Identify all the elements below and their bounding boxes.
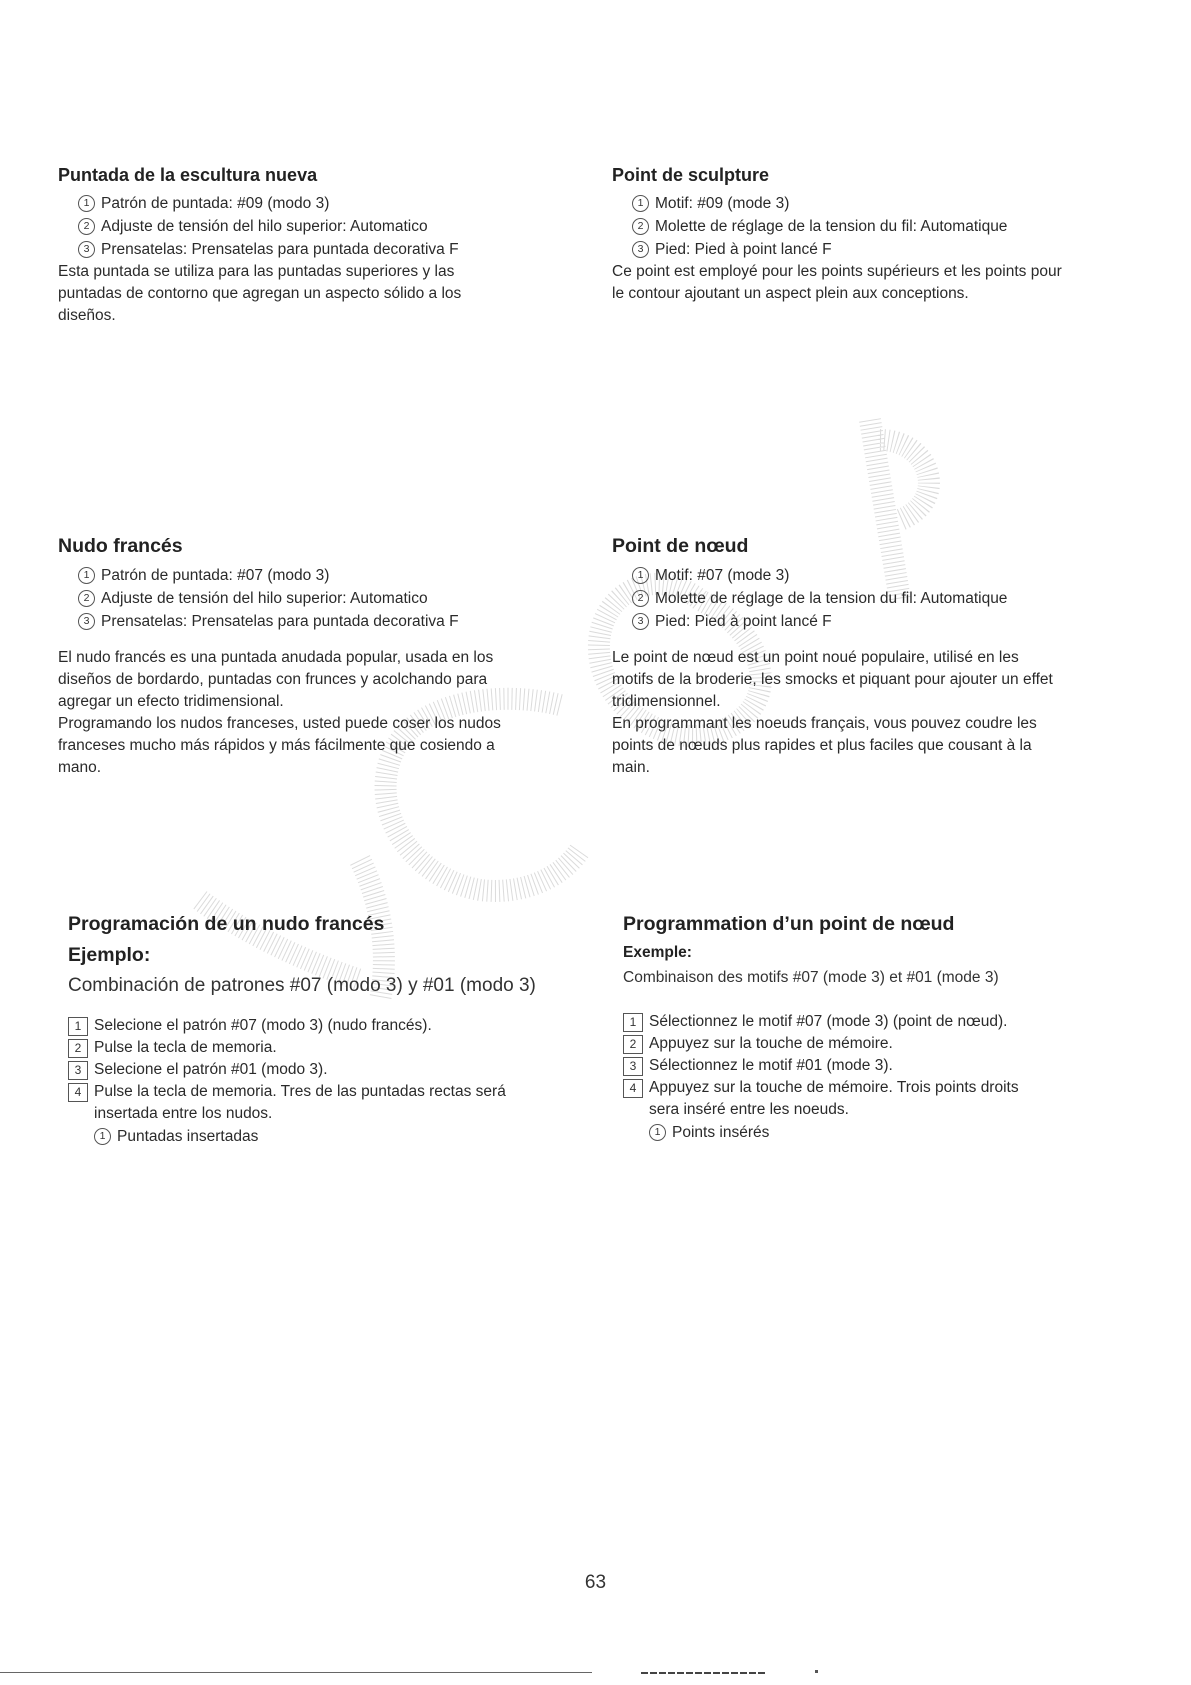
circled-number-icon: 1 <box>632 567 649 584</box>
example-label: Exemple: <box>623 944 692 961</box>
body-line: Ce point est employé pour les points supérieurs et les points pour <box>612 263 1062 280</box>
circled-number-icon: 1 <box>78 567 95 584</box>
right-section-point-de-noeud <box>612 535 1172 779</box>
step-number-icon: 2 <box>68 1039 88 1058</box>
left-section-french-knot <box>58 535 598 779</box>
step-item <box>623 1077 1173 1099</box>
step-text: Pulse la tecla de memoria. <box>94 1039 277 1056</box>
section-title: Programmation d’un point de nœud <box>623 913 955 935</box>
footer-dot <box>815 1670 818 1673</box>
circled-number-icon: 3 <box>632 613 649 630</box>
body-line: mano. <box>58 759 102 776</box>
step-number-icon: 4 <box>68 1083 88 1102</box>
right-section-programming <box>623 913 1173 1144</box>
body-line: le contour ajoutant un aspect plein aux conceptions. <box>612 285 969 302</box>
circled-number-icon: 2 <box>78 218 95 235</box>
section-title: Point de sculpture <box>612 165 770 185</box>
body-line: main. <box>612 759 650 776</box>
list-item <box>632 587 1172 610</box>
footer-dashed-rule <box>641 1672 766 1674</box>
note-text: Puntadas insertadas <box>117 1128 259 1145</box>
body-line: points de nœuds plus rapides et plus faciles que cousant à la <box>612 737 1032 754</box>
item-text: Pied: Pied à point lancé F <box>655 613 832 630</box>
body-line: En programmant les noeuds français, vous pouvez coudre les <box>612 715 1037 732</box>
step-item <box>623 1033 1173 1055</box>
step-number-icon: 1 <box>68 1017 88 1036</box>
left-section-sculpture <box>58 165 598 327</box>
note-item <box>649 1121 1173 1144</box>
circled-number-icon: 2 <box>78 590 95 607</box>
list-item <box>78 192 598 215</box>
body-line: motifs de la broderie, les smocks et piquant pour ajouter un effet <box>612 671 1053 688</box>
footer-rule <box>0 1672 592 1673</box>
left-section-programming <box>68 913 598 1148</box>
step-text: Appuyez sur la touche de mémoire. Trois points droits <box>649 1079 1019 1096</box>
list-item <box>632 238 1172 261</box>
item-text: Patrón de puntada: #09 (modo 3) <box>101 195 330 212</box>
step-text: Appuyez sur la touche de mémoire. <box>649 1035 893 1052</box>
right-section-sculpture <box>612 165 1172 305</box>
body-line: puntadas de contorno que agregan un aspecto sólido a los <box>58 285 462 302</box>
step-continuation: sera inséré entre les noeuds. <box>649 1101 849 1118</box>
list-item <box>632 610 1172 633</box>
example-text: Combinación de patrones #07 (modo 3) y #01 (modo 3) <box>68 975 536 996</box>
item-text: Adjuste de tensión del hilo superior: Automatico <box>101 218 428 235</box>
step-text: Pulse la tecla de memoria. Tres de las puntadas rectas será <box>94 1083 506 1100</box>
body-line: diseños de bordardo, puntadas con frunces y acolchando para <box>58 671 488 688</box>
step-number-icon: 2 <box>623 1035 643 1054</box>
item-text: Prensatelas: Prensatelas para puntada decorativa F <box>101 241 459 258</box>
body-line: Esta puntada se utiliza para las puntadas superiores y las <box>58 263 455 280</box>
list-item <box>78 587 598 610</box>
circled-number-icon: 2 <box>632 590 649 607</box>
item-text: Pied: Pied à point lancé F <box>655 241 832 258</box>
body-line: El nudo francés es una puntada anudada popular, usada en los <box>58 649 494 666</box>
item-text: Adjuste de tensión del hilo superior: Automatico <box>101 590 428 607</box>
step-number-icon: 4 <box>623 1079 643 1098</box>
circled-number-icon: 3 <box>632 241 649 258</box>
step-item <box>68 1059 598 1081</box>
item-text: Molette de réglage de la tension du fil: Automatique <box>655 590 1008 607</box>
circled-number-icon: 1 <box>632 195 649 212</box>
body-line: franceses mucho más rápidos y más fácilmente que cosiendo a <box>58 737 495 754</box>
step-text: Selecione el patrón #07 (modo 3) (nudo francés). <box>94 1017 432 1034</box>
list-item <box>78 238 598 261</box>
body-line: Programando los nudos franceses, usted puede coser los nudos <box>58 715 501 732</box>
list-item <box>632 564 1172 587</box>
circled-number-icon: 1 <box>94 1128 111 1145</box>
list-item <box>78 610 598 633</box>
step-continuation: insertada entre los nudos. <box>94 1105 273 1122</box>
item-text: Motif: #09 (mode 3) <box>655 195 790 212</box>
page-number: 63 <box>584 1572 607 1593</box>
step-number-icon: 3 <box>623 1057 643 1076</box>
step-text: Sélectionnez le motif #07 (mode 3) (point de nœud). <box>649 1013 1008 1030</box>
circled-number-icon: 3 <box>78 241 95 258</box>
item-text: Patrón de puntada: #07 (modo 3) <box>101 567 330 584</box>
step-text: Selecione el patrón #01 (modo 3). <box>94 1061 328 1078</box>
step-number-icon: 1 <box>623 1013 643 1032</box>
step-number-icon: 3 <box>68 1061 88 1080</box>
item-text: Motif: #07 (mode 3) <box>655 567 790 584</box>
section-title: Puntada de la escultura nueva <box>58 165 318 185</box>
example-label: Ejemplo: <box>68 944 151 966</box>
section-title: Programación de un nudo francés <box>68 913 385 935</box>
item-text: Molette de réglage de la tension du fil: Automatique <box>655 218 1008 235</box>
note-item <box>94 1125 598 1148</box>
circled-number-icon: 1 <box>649 1124 666 1141</box>
list-item <box>78 215 598 238</box>
body-line: agregar un efecto tridimensional. <box>58 693 284 710</box>
circled-number-icon: 2 <box>632 218 649 235</box>
circled-number-icon: 3 <box>78 613 95 630</box>
note-text: Points insérés <box>672 1124 770 1141</box>
section-title: Nudo francés <box>58 535 183 557</box>
step-text: Sélectionnez le motif #01 (mode 3). <box>649 1057 893 1074</box>
step-item <box>68 1081 598 1103</box>
body-line: tridimensionnel. <box>612 693 721 710</box>
body-line: diseños. <box>58 307 116 324</box>
step-item <box>623 1055 1173 1077</box>
list-item <box>632 215 1172 238</box>
list-item <box>632 192 1172 215</box>
body-line: Le point de nœud est un point noué populaire, utilisé en les <box>612 649 1019 666</box>
list-item <box>78 564 598 587</box>
circled-number-icon: 1 <box>78 195 95 212</box>
step-item <box>623 1011 1173 1033</box>
section-title: Point de nœud <box>612 535 749 557</box>
step-item <box>68 1015 598 1037</box>
item-text: Prensatelas: Prensatelas para puntada decorativa F <box>101 613 459 630</box>
example-text: Combinaison des motifs #07 (mode 3) et #01 (mode 3) <box>623 969 999 986</box>
step-item <box>68 1037 598 1059</box>
